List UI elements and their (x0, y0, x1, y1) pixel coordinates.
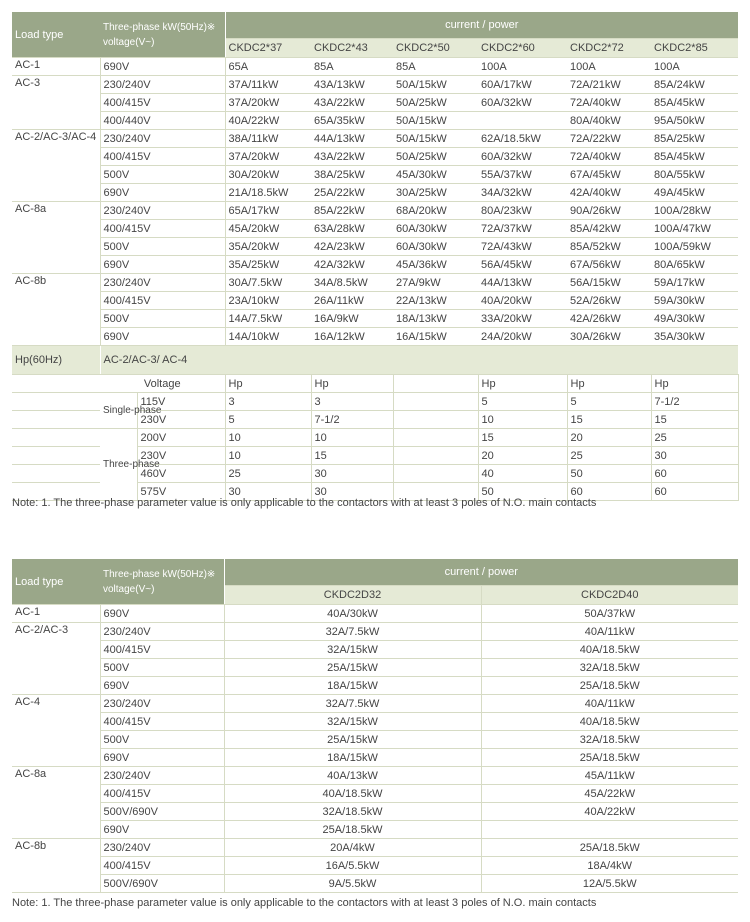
value-cell: 85A/42kW (567, 220, 651, 238)
value-cell: 60A/32kW (478, 94, 567, 112)
load-type-header: Load type (12, 12, 100, 58)
phase-label: Single-phase (100, 393, 137, 429)
table-row (12, 292, 738, 310)
voltage-header-line2: voltage(V~) (103, 36, 155, 48)
value-cell: 72A/43kW (478, 238, 567, 256)
model-header: CKDC2*37 (225, 39, 311, 58)
value-cell: 67A/45kW (567, 166, 651, 184)
value-cell: 42A/32kW (311, 256, 393, 274)
voltage-cell: 400/415V (100, 220, 225, 238)
value-cell: 72A/40kW (567, 94, 651, 112)
value-cell: 44A/13kW (311, 130, 393, 148)
value-cell: 16A/12kW (311, 328, 393, 346)
voltage-cell: 500V (100, 166, 225, 184)
hp-value-cell: 15 (567, 411, 651, 429)
model-header: CKDC2*43 (311, 39, 393, 58)
hp-value-cell: 25 (225, 465, 311, 483)
hp-value-cell: 50 (478, 483, 567, 501)
value-cell: 40A/20kW (478, 292, 567, 310)
value-cell: 52A/26kW (567, 292, 651, 310)
value-cell: 59A/30kW (651, 292, 738, 310)
voltage-cell: 400/415V (100, 785, 224, 803)
current-power-header: current / power (224, 559, 738, 586)
table-row (12, 328, 738, 346)
value-cell: 25A/18.5kW (481, 749, 738, 767)
hp-value-cell (393, 429, 478, 447)
hp-value-cell: 3 (225, 393, 311, 411)
table1-header-row (12, 12, 738, 39)
table-row (12, 821, 738, 839)
hp-value-cell (393, 447, 478, 465)
value-cell: 32A/7.5kW (224, 695, 481, 713)
value-cell: 26A/11kW (311, 292, 393, 310)
value-cell: 16A/9kW (311, 310, 393, 328)
value-cell: 24A/20kW (478, 328, 567, 346)
table-row (12, 641, 738, 659)
table-row (12, 220, 738, 238)
value-cell: 50A/15kW (393, 76, 478, 94)
hp-unit-label (393, 375, 478, 393)
voltage-cell: 230/240V (100, 839, 224, 857)
voltage-cell: 500V (100, 310, 225, 328)
value-cell: 85A/25kW (651, 130, 738, 148)
value-cell: 100A/28kW (651, 202, 738, 220)
load-type-cell: AC-1 (12, 58, 100, 76)
value-cell: 25A/18.5kW (224, 821, 481, 839)
value-cell: 45A/22kW (481, 785, 738, 803)
value-cell: 43A/13kW (311, 76, 393, 94)
hp-value-cell: 50 (567, 465, 651, 483)
table-row (12, 695, 738, 713)
value-cell: 100A (567, 58, 651, 76)
value-cell: 50A/15kW (393, 130, 478, 148)
value-cell: 37A/20kW (225, 148, 311, 166)
value-cell: 37A/20kW (225, 94, 311, 112)
blank-cell (12, 465, 100, 483)
value-cell: 45A/30kW (393, 166, 478, 184)
value-cell: 30A/26kW (567, 328, 651, 346)
contactor-rating-table-2 (12, 559, 738, 893)
value-cell: 27A/9kW (393, 274, 478, 292)
value-cell: 44A/13kW (478, 274, 567, 292)
value-cell: 85A/22kW (311, 202, 393, 220)
table-row (12, 677, 738, 695)
hp-voltage-cell: 230V (137, 447, 225, 465)
value-cell: 80A/40kW (567, 112, 651, 130)
value-cell: 85A (311, 58, 393, 76)
value-cell: 40A/18.5kW (481, 713, 738, 731)
value-cell: 40A/11kW (481, 623, 738, 641)
value-cell: 30A/25kW (393, 184, 478, 202)
hp-voltage-cell: 200V (137, 429, 225, 447)
load-type-cell: AC-8b (12, 274, 100, 346)
table2-header-row (12, 559, 738, 586)
table-row (12, 749, 738, 767)
voltage-cell: 230/240V (100, 274, 225, 292)
hp-value-cell: 20 (478, 447, 567, 465)
table1-note: Note: 1. The three-phase parameter value is only applicable to the contactors with at least 3 poles of N.O. main contacts (12, 497, 597, 509)
voltage-cell: 400/415V (100, 641, 224, 659)
hp-value-cell: 15 (478, 429, 567, 447)
load-type-cell: AC-8b (12, 839, 100, 893)
value-cell: 68A/20kW (393, 202, 478, 220)
value-cell: 100A (651, 58, 738, 76)
table-row (12, 112, 738, 130)
value-cell: 100A/47kW (651, 220, 738, 238)
hp-voltage-cell: 230V (137, 411, 225, 429)
value-cell: 60A/30kW (393, 220, 478, 238)
table-row (12, 310, 738, 328)
value-cell: 32A/15kW (224, 641, 481, 659)
value-cell: 18A/13kW (393, 310, 478, 328)
table-row (12, 130, 738, 148)
value-cell: 34A/8.5kW (311, 274, 393, 292)
voltage-header-line2: voltage(V~) (103, 583, 155, 595)
voltage-cell: 690V (100, 821, 224, 839)
voltage-cell: 500V (100, 731, 224, 749)
contactor-rating-table-1 (12, 12, 739, 501)
value-cell: 40A/13kW (224, 767, 481, 785)
value-cell: 50A/25kW (393, 94, 478, 112)
value-cell: 50A/25kW (393, 148, 478, 166)
value-cell: 62A/18.5kW (478, 130, 567, 148)
value-cell: 25A/18.5kW (481, 839, 738, 857)
hp-value-cell: 60 (651, 483, 738, 501)
voltage-cell: 500V/690V (100, 875, 224, 893)
current-power-header: current / power (225, 12, 738, 39)
value-cell: 33A/20kW (478, 310, 567, 328)
value-cell: 18A/4kW (481, 857, 738, 875)
table-row (12, 605, 738, 623)
table-row (12, 623, 738, 641)
voltage-cell: 230/240V (100, 76, 225, 94)
value-cell: 85A/24kW (651, 76, 738, 94)
hp-label-row (12, 375, 738, 393)
value-cell: 95A/50kW (651, 112, 738, 130)
load-type-cell: AC-4 (12, 695, 100, 767)
blank-cell (12, 393, 100, 411)
value-cell: 25A/22kW (311, 184, 393, 202)
table-row (12, 659, 738, 677)
value-cell: 16A/5.5kW (224, 857, 481, 875)
voltage-header (100, 12, 225, 58)
load-type-header: Load type (12, 559, 100, 605)
hp-value-cell: 60 (567, 483, 651, 501)
blank-cell (12, 375, 100, 393)
voltage-cell: 400/415V (100, 713, 224, 731)
hp-value-cell: 30 (225, 483, 311, 501)
hp-value-cell: 15 (311, 447, 393, 465)
value-cell: 18A/15kW (224, 677, 481, 695)
voltage-cell: 230/240V (100, 695, 224, 713)
hp-value-cell: 30 (311, 483, 393, 501)
value-cell: 85A (393, 58, 478, 76)
value-cell (481, 821, 738, 839)
value-cell: 45A/20kW (225, 220, 311, 238)
value-cell: 9A/5.5kW (224, 875, 481, 893)
hp-value-cell: 40 (478, 465, 567, 483)
value-cell: 35A/25kW (225, 256, 311, 274)
hp-value-cell: 10 (478, 411, 567, 429)
load-type-cell: AC-2/AC-3 (12, 623, 100, 695)
value-cell: 42A/23kW (311, 238, 393, 256)
value-cell: 59A/17kW (651, 274, 738, 292)
value-cell: 72A/22kW (567, 130, 651, 148)
table-row (12, 875, 738, 893)
value-cell: 100A (478, 58, 567, 76)
value-cell: 18A/15kW (224, 749, 481, 767)
hp-categories: AC-2/AC-3/ AC-4 (100, 346, 738, 375)
blank-cell (12, 411, 100, 429)
model-header: CKDC2D32 (224, 586, 481, 605)
table-row (12, 803, 738, 821)
blank-cell (12, 447, 100, 465)
value-cell: 85A/45kW (651, 94, 738, 112)
table-row (12, 94, 738, 112)
value-cell: 32A/15kW (224, 713, 481, 731)
value-cell: 20A/4kW (224, 839, 481, 857)
model-header: CKDC2*85 (651, 39, 738, 58)
value-cell: 23A/10kW (225, 292, 311, 310)
hp-voltage-cell: 115V (137, 393, 225, 411)
table-row (12, 713, 738, 731)
hp-row (12, 393, 738, 411)
voltage-cell: 400/415V (100, 94, 225, 112)
table-row (12, 184, 738, 202)
model-header: CKDC2*72 (567, 39, 651, 58)
value-cell: 85A/52kW (567, 238, 651, 256)
hp-value-cell: 20 (567, 429, 651, 447)
voltage-label: Voltage (100, 375, 225, 393)
hp-value-cell: 10 (225, 429, 311, 447)
value-cell: 40A/30kW (224, 605, 481, 623)
table-row (12, 166, 738, 184)
value-cell: 14A/7.5kW (225, 310, 311, 328)
blank-cell (12, 429, 100, 447)
value-cell: 65A (225, 58, 311, 76)
voltage-cell: 500V (100, 659, 224, 677)
value-cell: 40A/22kW (225, 112, 311, 130)
value-cell: 35A/30kW (651, 328, 738, 346)
value-cell: 42A/26kW (567, 310, 651, 328)
value-cell: 16A/15kW (393, 328, 478, 346)
voltage-cell: 230/240V (100, 130, 225, 148)
voltage-cell: 500V/690V (100, 803, 224, 821)
table-row (12, 58, 738, 76)
value-cell: 50A/37kW (481, 605, 738, 623)
hp-value-cell: 10 (225, 447, 311, 465)
value-cell: 32A/18.5kW (224, 803, 481, 821)
voltage-cell: 690V (100, 328, 225, 346)
value-cell: 30A/20kW (225, 166, 311, 184)
hp-value-cell: 25 (567, 447, 651, 465)
hp-section-label: Hp(60Hz) (12, 346, 100, 375)
hp-value-cell: 3 (311, 393, 393, 411)
voltage-header-line1: Three-phase kW(50Hz)※ (103, 568, 216, 580)
voltage-cell: 230/240V (100, 767, 224, 785)
value-cell: 40A/11kW (481, 695, 738, 713)
value-cell: 72A/37kW (478, 220, 567, 238)
voltage-header (100, 559, 224, 605)
value-cell: 72A/40kW (567, 148, 651, 166)
value-cell: 100A/59kW (651, 238, 738, 256)
load-type-cell: AC-3 (12, 76, 100, 130)
voltage-cell: 400/440V (100, 112, 225, 130)
value-cell: 32A/18.5kW (481, 731, 738, 749)
voltage-cell: 690V (100, 677, 224, 695)
value-cell: 21A/18.5kW (225, 184, 311, 202)
table-row (12, 274, 738, 292)
value-cell: 32A/7.5kW (224, 623, 481, 641)
voltage-cell: 400/415V (100, 292, 225, 310)
voltage-cell: 690V (100, 749, 224, 767)
value-cell: 80A/23kW (478, 202, 567, 220)
table-row (12, 767, 738, 785)
value-cell: 45A/11kW (481, 767, 738, 785)
table-row (12, 256, 738, 274)
hp-value-cell: 5 (225, 411, 311, 429)
value-cell: 40A/22kW (481, 803, 738, 821)
value-cell: 72A/21kW (567, 76, 651, 94)
phase-label: Three-phase (100, 429, 137, 501)
voltage-cell: 230/240V (100, 623, 224, 641)
hp-value-cell (393, 411, 478, 429)
hp-value-cell: 7-1/2 (311, 411, 393, 429)
value-cell: 43A/22kW (311, 94, 393, 112)
value-cell: 55A/37kW (478, 166, 567, 184)
model-header: CKDC2D40 (481, 586, 738, 605)
load-type-cell: AC-1 (12, 605, 100, 623)
value-cell: 14A/10kW (225, 328, 311, 346)
value-cell: 38A/25kW (311, 166, 393, 184)
value-cell: 42A/40kW (567, 184, 651, 202)
table-row (12, 839, 738, 857)
hp-value-cell (393, 465, 478, 483)
voltage-cell: 690V (100, 256, 225, 274)
hp-value-cell: 30 (651, 447, 738, 465)
hp-value-cell: 25 (651, 429, 738, 447)
table2-note: Note: 1. The three-phase parameter value is only applicable to the contactors with at least 3 poles of N.O. main contacts (12, 897, 597, 909)
voltage-cell: 400/415V (100, 857, 224, 875)
value-cell: 63A/28kW (311, 220, 393, 238)
value-cell: 40A/18.5kW (224, 785, 481, 803)
value-cell: 30A/7.5kW (225, 274, 311, 292)
load-type-cell: AC-8a (12, 202, 100, 274)
hp-value-cell: 7-1/2 (651, 393, 738, 411)
value-cell: 65A/17kW (225, 202, 311, 220)
value-cell: 38A/11kW (225, 130, 311, 148)
voltage-cell: 690V (100, 184, 225, 202)
hp-unit-label: Hp (225, 375, 311, 393)
value-cell (478, 112, 567, 130)
table-row (12, 731, 738, 749)
hp-unit-label: Hp (651, 375, 738, 393)
hp-unit-label: Hp (567, 375, 651, 393)
value-cell: 35A/20kW (225, 238, 311, 256)
hp-unit-label: Hp (478, 375, 567, 393)
hp-value-cell: 15 (651, 411, 738, 429)
voltage-cell: 400/415V (100, 148, 225, 166)
value-cell: 65A/35kW (311, 112, 393, 130)
hp-section-header-row (12, 346, 738, 375)
value-cell: 22A/13kW (393, 292, 478, 310)
load-type-cell: AC-2/AC-3/AC-4 (12, 130, 100, 202)
value-cell: 49A/30kW (651, 310, 738, 328)
value-cell: 90A/26kW (567, 202, 651, 220)
hp-value-cell: 5 (567, 393, 651, 411)
hp-voltage-cell: 575V (137, 483, 225, 501)
hp-unit-label: Hp (311, 375, 393, 393)
voltage-cell: 690V (100, 58, 225, 76)
hp-value-cell (393, 393, 478, 411)
value-cell: 34A/32kW (478, 184, 567, 202)
voltage-cell: 230/240V (100, 202, 225, 220)
value-cell: 50A/15kW (393, 112, 478, 130)
value-cell: 43A/22kW (311, 148, 393, 166)
voltage-header-line1: Three-phase kW(50Hz)※ (103, 21, 216, 33)
voltage-cell: 500V (100, 238, 225, 256)
value-cell: 80A/55kW (651, 166, 738, 184)
model-header: CKDC2*50 (393, 39, 478, 58)
value-cell: 25A/15kW (224, 731, 481, 749)
model-header: CKDC2*60 (478, 39, 567, 58)
table-row (12, 238, 738, 256)
voltage-cell: 690V (100, 605, 224, 623)
value-cell: 37A/11kW (225, 76, 311, 94)
value-cell: 32A/18.5kW (481, 659, 738, 677)
value-cell: 56A/15kW (567, 274, 651, 292)
table-row (12, 76, 738, 94)
value-cell: 45A/36kW (393, 256, 478, 274)
table-row (12, 785, 738, 803)
value-cell: 67A/56kW (567, 256, 651, 274)
table-row (12, 202, 738, 220)
hp-row (12, 429, 738, 447)
value-cell: 25A/18.5kW (481, 677, 738, 695)
value-cell: 60A/30kW (393, 238, 478, 256)
table-row (12, 857, 738, 875)
value-cell: 49A/45kW (651, 184, 738, 202)
hp-voltage-cell: 460V (137, 465, 225, 483)
value-cell: 85A/45kW (651, 148, 738, 166)
value-cell: 40A/18.5kW (481, 641, 738, 659)
hp-value-cell: 10 (311, 429, 393, 447)
hp-value-cell: 30 (311, 465, 393, 483)
hp-value-cell: 5 (478, 393, 567, 411)
table-row (12, 148, 738, 166)
load-type-cell: AC-8a (12, 767, 100, 839)
value-cell: 80A/65kW (651, 256, 738, 274)
value-cell: 25A/15kW (224, 659, 481, 677)
value-cell: 60A/17kW (478, 76, 567, 94)
value-cell: 56A/45kW (478, 256, 567, 274)
value-cell: 60A/32kW (478, 148, 567, 166)
hp-value-cell: 60 (651, 465, 738, 483)
value-cell: 12A/5.5kW (481, 875, 738, 893)
